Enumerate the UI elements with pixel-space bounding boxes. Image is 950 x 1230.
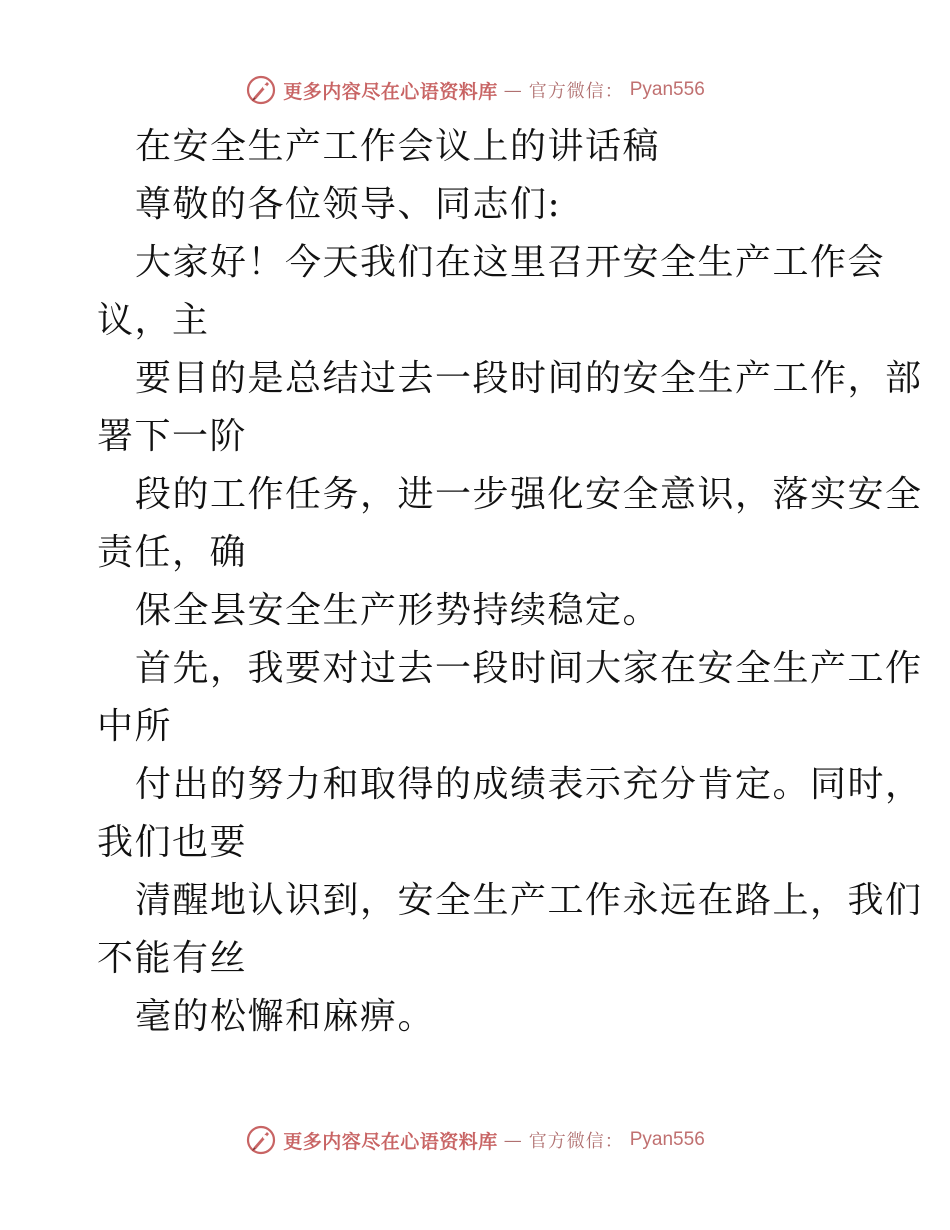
quill-pen-logo-icon bbox=[245, 74, 277, 106]
paragraph-line: 要目的是总结过去一段时间的安全生产工作，部 bbox=[135, 358, 923, 399]
paragraph-line: 议，主 bbox=[97, 300, 210, 341]
paragraph-line: 大家好！今天我们在这里召开安全生产工作会 bbox=[135, 242, 886, 283]
watermark-dash: — bbox=[503, 1129, 523, 1151]
paragraph-line: 清醒地认识到，安全生产工作永远在路上，我们 bbox=[135, 880, 923, 921]
quill-pen-logo-icon bbox=[245, 1124, 277, 1156]
watermark-wechat-id: Pyan556 bbox=[629, 79, 705, 100]
footer-watermark bbox=[0, 1120, 950, 1160]
paragraph-line: 中所 bbox=[97, 706, 173, 747]
paragraph-line: 付出的努力和取得的成绩表示充分肯定。同时， bbox=[135, 764, 923, 805]
header-watermark bbox=[0, 70, 950, 110]
paragraph-line: 责任，确 bbox=[97, 532, 248, 573]
paragraph-line: 毫的松懈和麻痹。 bbox=[135, 996, 436, 1037]
paragraph-line: 署下一阶 bbox=[97, 416, 248, 457]
watermark-wechat-id: Pyan556 bbox=[629, 1129, 705, 1150]
paragraph-line: 首先，我要对过去一段时间大家在安全生产工作 bbox=[135, 648, 923, 689]
watermark-site-text: 更多内容尽在心语资料库 bbox=[283, 80, 498, 103]
watermark-site-text: 更多内容尽在心语资料库 bbox=[283, 1130, 498, 1153]
document-title: 在安全生产工作会议上的讲话稿 bbox=[135, 126, 661, 167]
paragraph-line: 我们也要 bbox=[97, 822, 248, 863]
document-body bbox=[97, 118, 923, 1046]
salutation: 尊敬的各位领导、同志们: bbox=[135, 184, 562, 225]
watermark-wechat-label: 官方微信： bbox=[528, 1131, 624, 1152]
paragraph-line: 段的工作任务，进一步强化安全意识，落实安全 bbox=[135, 474, 923, 515]
watermark-wechat-label: 官方微信： bbox=[528, 81, 624, 102]
paragraph-line: 不能有丝 bbox=[97, 938, 248, 979]
paragraph-line: 保全县安全生产形势持续稳定。 bbox=[135, 590, 661, 631]
watermark-dash: — bbox=[503, 79, 523, 101]
